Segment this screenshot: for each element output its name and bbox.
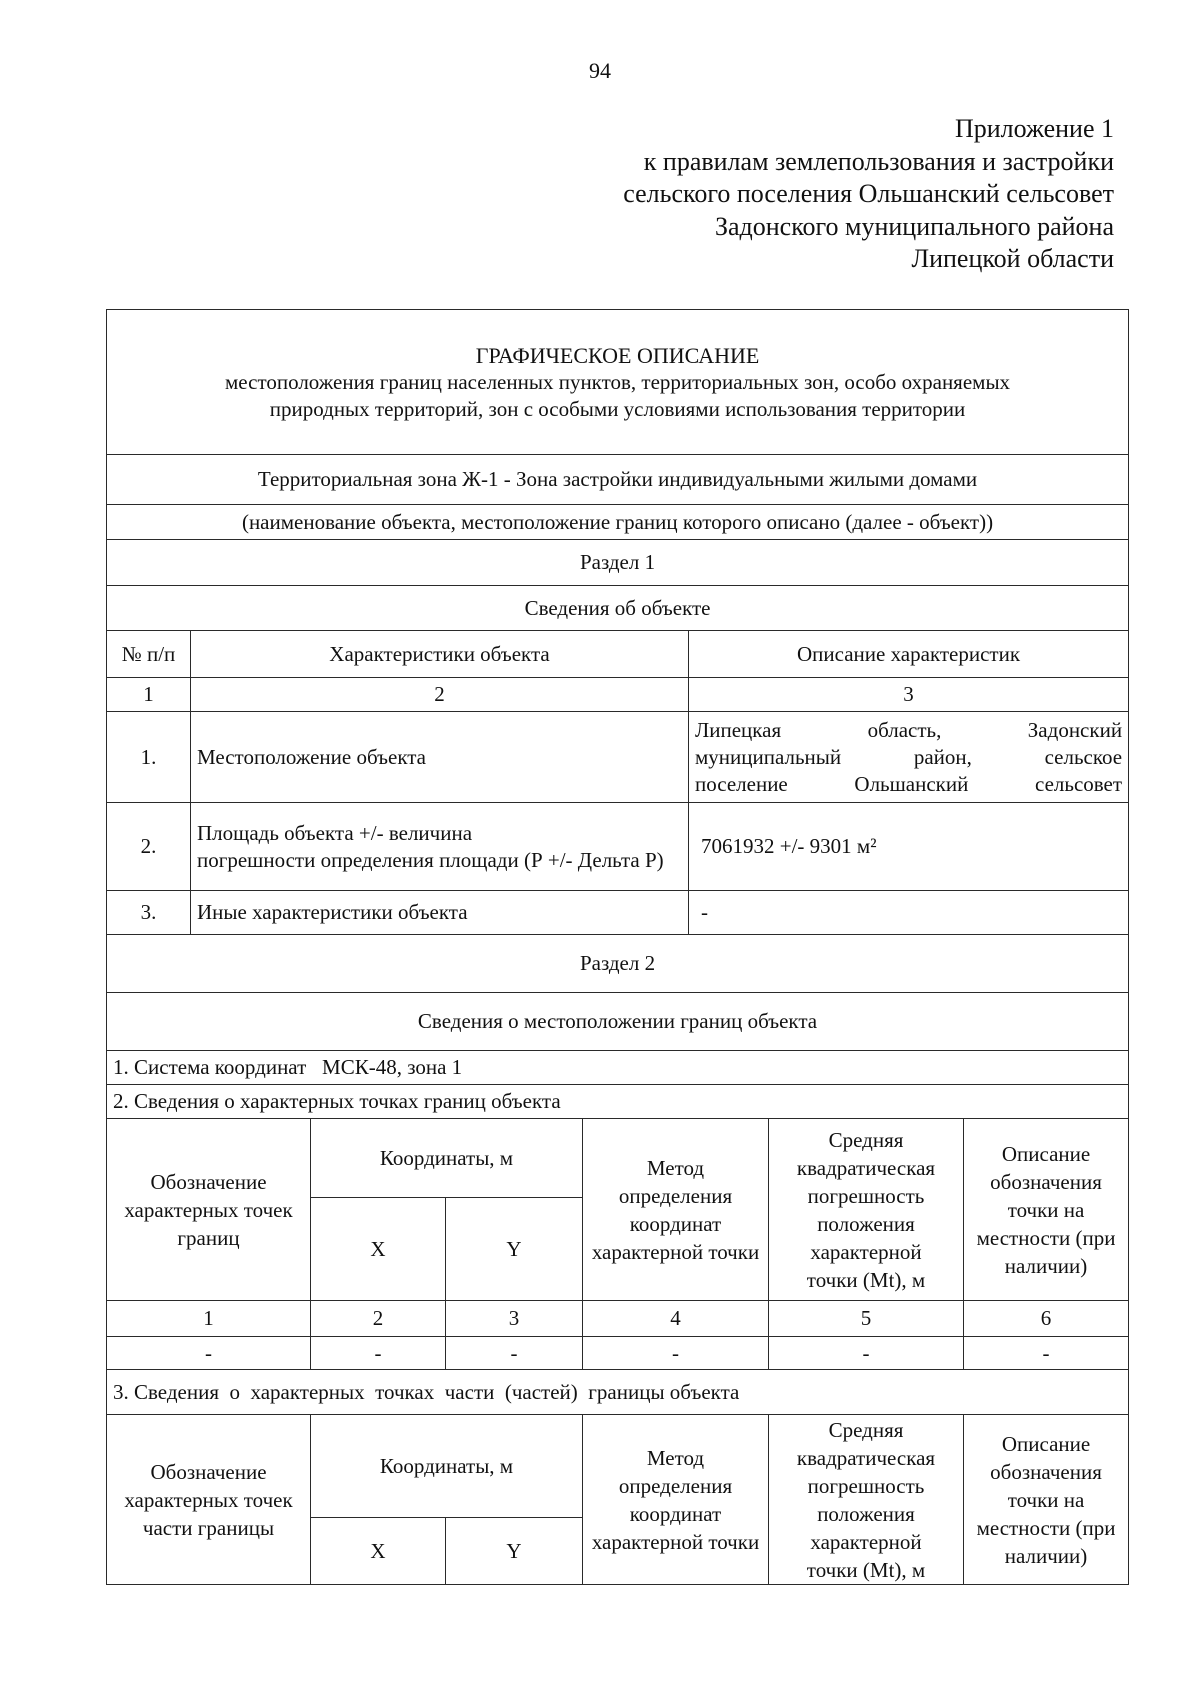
object-name-note: (наименование объекта, местоположение границ которого описано (далее - объект)) (107, 505, 1129, 540)
col-y: Y (446, 1198, 583, 1301)
header-line: наличии) (1004, 1253, 1088, 1278)
header-line: обозначения (990, 1169, 1102, 1194)
col-x: X (311, 1198, 446, 1301)
col-method (583, 1119, 769, 1301)
col-coords: Координаты, м (311, 1415, 583, 1518)
column-header-characteristic: Характеристики объекта (191, 631, 689, 678)
column-number: 1 (107, 1301, 311, 1337)
column-number: 3 (446, 1301, 583, 1337)
header-line: Обозначение (150, 1169, 267, 1194)
description-line: муниципальный район, сельское (695, 744, 1123, 769)
appendix-line: Задонского муниципального района (714, 211, 1114, 241)
document-title: ГРАФИЧЕСКОЕ ОПИСАНИЕ (475, 342, 760, 368)
header-line: наличии) (1004, 1543, 1088, 1568)
section1-title: Раздел 1 (107, 540, 1129, 586)
row-description (689, 891, 1129, 935)
column-number: 3 (689, 678, 1129, 712)
header-line: характерной (810, 1239, 922, 1264)
row-number: 1. (107, 712, 191, 803)
title-row (107, 310, 1129, 455)
row-characteristic (191, 712, 689, 803)
table-row (107, 891, 1129, 935)
document-subtitle-line: местоположения границ населенных пунктов, территориальных зон, особо охраняемых (225, 369, 1011, 394)
header-line: положения (817, 1501, 915, 1526)
header-line: характерной точки (591, 1239, 760, 1264)
table-cell: - (583, 1337, 769, 1370)
title-cell (107, 310, 1129, 455)
header-line: определения (618, 1473, 733, 1498)
characteristic-line: Иные характеристики объекта (197, 900, 468, 924)
appendix-line: Приложение 1 (954, 114, 1114, 143)
col-coords: Координаты, м (311, 1119, 583, 1198)
header-line: координат (629, 1501, 722, 1526)
object-name-row (107, 455, 1129, 505)
appendix-heading (623, 113, 1114, 276)
row-description (689, 712, 1129, 803)
header-line: характерной точки (591, 1529, 760, 1554)
parts-header-row (107, 1415, 1129, 1518)
section2-title-row (107, 935, 1129, 993)
header-line: Средняя (828, 1127, 904, 1152)
header-line: Метод (646, 1445, 705, 1470)
col-method (583, 1415, 769, 1585)
header-line: квадратическая (796, 1155, 936, 1180)
column-number: 4 (583, 1301, 769, 1337)
table-cell: - (107, 1337, 311, 1370)
col-y: Y (446, 1518, 583, 1585)
col-designation (107, 1119, 311, 1301)
header-line: обозначения (990, 1459, 1102, 1484)
col-error (769, 1415, 964, 1585)
header-line: квадратическая (796, 1445, 936, 1470)
row-characteristic (191, 891, 689, 935)
table-row (107, 712, 1129, 803)
coord-system-row (107, 1051, 1129, 1085)
col-error (769, 1119, 964, 1301)
header-line: Описание (1001, 1141, 1091, 1166)
coord-system (107, 1051, 1129, 1085)
table-row (107, 1337, 1129, 1370)
header-line: местности (при (976, 1225, 1116, 1250)
column-number: 2 (191, 678, 689, 712)
graphic-description-table (106, 309, 1129, 1585)
header-line: определения (618, 1183, 733, 1208)
description-line: поселение Ольшанский сельсовет (695, 771, 1123, 796)
col-description (964, 1119, 1129, 1301)
appendix-line: сельского поселения Ольшанский сельсовет (623, 179, 1114, 208)
characteristic-line: погрешности определения площади (Р +/- Дельта Р) (197, 847, 664, 872)
row-number: 2. (107, 803, 191, 891)
table-row (107, 803, 1129, 891)
header-line: части границы (142, 1515, 275, 1540)
object-name: Территориальная зона Ж-1 - Зона застройки индивидуальными жилыми домами (107, 455, 1129, 505)
section2-subtitle: Сведения о местоположении границ объекта (107, 993, 1129, 1051)
header-line: погрешность (807, 1473, 925, 1498)
points-column-numbers-row (107, 1301, 1129, 1337)
row-number: 3. (107, 891, 191, 935)
page-number: 94 (589, 58, 611, 83)
points-header-row (107, 1119, 1129, 1198)
header-line: точки на (1007, 1487, 1085, 1512)
col-designation (107, 1415, 311, 1585)
section2-title: Раздел 2 (107, 935, 1129, 993)
table-cell: - (769, 1337, 964, 1370)
column-number: 6 (964, 1301, 1129, 1337)
col-x: X (311, 1518, 446, 1585)
header-line: точки (Mt), м (806, 1267, 926, 1292)
object-note-row (107, 505, 1129, 540)
description-line: 7061932 +/- 9301 м² (701, 834, 877, 858)
document-subtitle-line: природных территорий, зон с особыми условиями использования территории (269, 396, 966, 421)
parts-title-row (107, 1370, 1129, 1415)
header-line: характерной (810, 1529, 922, 1554)
header-line: Метод (646, 1155, 705, 1180)
col-description (964, 1415, 1129, 1585)
header-line: погрешность (807, 1183, 925, 1208)
table-cell: - (964, 1337, 1129, 1370)
header-line: Обозначение (150, 1459, 267, 1484)
section2-subtitle-row (107, 993, 1129, 1051)
header-line: точки (Mt), м (806, 1557, 926, 1582)
header-line: местности (при (976, 1515, 1116, 1540)
header-line: координат (629, 1211, 722, 1236)
row-description (689, 803, 1129, 891)
column-number: 2 (311, 1301, 446, 1337)
header-line: границ (177, 1225, 240, 1250)
description-line: - (701, 900, 708, 924)
section1-column-numbers-row (107, 678, 1129, 712)
header-line: положения (817, 1211, 915, 1236)
points-title-row (107, 1085, 1129, 1119)
header-line: характерных точек (124, 1487, 293, 1512)
column-number: 1 (107, 678, 191, 712)
header-line: Описание (1001, 1431, 1091, 1456)
section1-subtitle: Сведения об объекте (107, 586, 1129, 631)
section1-header-row (107, 631, 1129, 678)
section1-title-row (107, 540, 1129, 586)
table-cell: - (311, 1337, 446, 1370)
header-line: Средняя (828, 1417, 904, 1442)
column-header-description: Описание характеристик (689, 631, 1129, 678)
coord-system-label: 1. Система координат (113, 1055, 307, 1079)
characteristic-line: Местоположение объекта (197, 744, 427, 769)
section1-subtitle-row (107, 586, 1129, 631)
header-line: точки на (1007, 1197, 1085, 1222)
appendix-line: Липецкой области (911, 244, 1114, 273)
appendix-line: к правилам землепользования и застройки (643, 146, 1114, 176)
column-header-num: № п/п (107, 631, 191, 678)
header-line: характерных точек (124, 1197, 293, 1222)
coord-system-value: МСК-48, зона 1 (322, 1055, 463, 1079)
points-title: 2. Сведения о характерных точках границ объекта (107, 1085, 1129, 1119)
characteristic-line: Площадь объекта +/- величина (197, 820, 473, 845)
parts-title: 3. Сведения о характерных точках части (частей) границы объекта (107, 1370, 1129, 1415)
description-line: Липецкая область, Задонский (695, 717, 1123, 742)
column-number: 5 (769, 1301, 964, 1337)
row-characteristic (191, 803, 689, 891)
table-cell: - (446, 1337, 583, 1370)
